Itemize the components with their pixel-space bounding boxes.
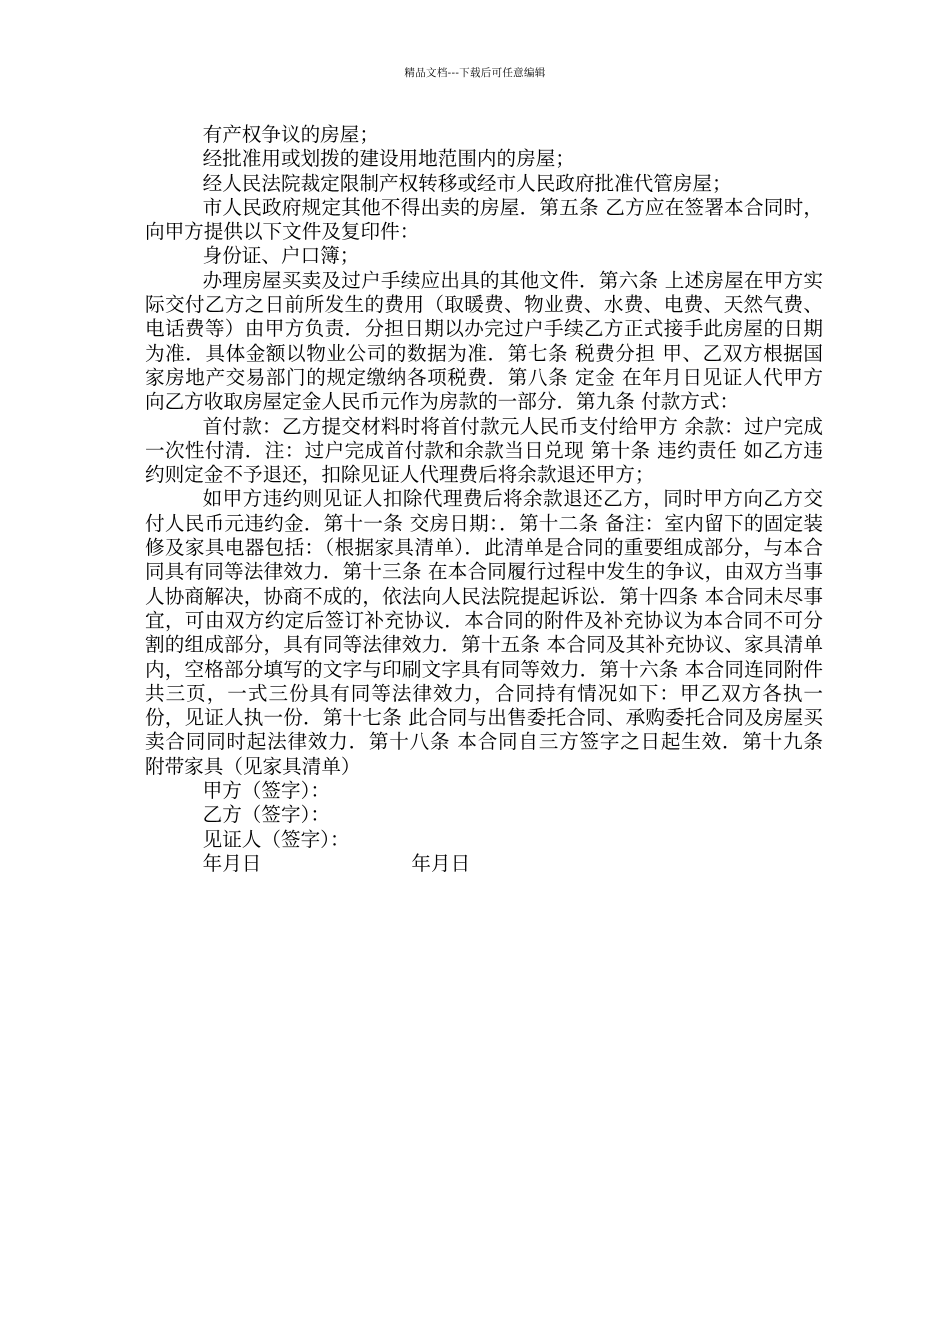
- date-left: 年月日: [202, 851, 262, 875]
- page-header: 精品文档---下载后可任意编辑: [404, 67, 546, 79]
- paragraph-articles-11-19: 如甲方违约则见证人扣除代理费后将余款退还乙方，同时甲方向乙方交付人民币元违约金．第十一条 交房日期：．第十二条 备注：室内留下的固定装修及家具电器包括：（根据家具清单）．此清单是合同的重要组成部分，与本合同具有同等法律效力．第十三条 在本合同履行过程中发生的争议，由双方当事人协商解决，协商不成的，依法向人民法院提起诉讼．第十四条 本合同未尽事宜，可由双方约定后签订补充协议．本合同的附件及补充协议为本合同不可分割的组成部分，具有同等法律效力．第十五条 本合同及其补充协议、家具清单内，空格部分填写的文字与印刷文字具有同等效力．第十六条 本合同连同附件共三页，一式三份具有同等法律效力，合同持有情况如下：甲乙双方各执一份，见证人执一份．第十七条 此合同与出售委托合同、承购委托合同及房屋买卖合同同时起法律效力．第十八条 本合同自三方签字之日起生效．第十九条 附带家具（见家具清单）: [145, 487, 823, 778]
- signature-dates: [145, 852, 823, 876]
- paragraph-article-5: 市人民政府规定其他不得出卖的房屋．第五条 乙方应在签署本合同时，向甲方提供以下文件及复印件：: [145, 195, 823, 244]
- document-body: [145, 123, 823, 876]
- paragraph-disputed-property: 有产权争议的房屋；: [202, 123, 379, 146]
- date-right: 年月日: [411, 851, 471, 875]
- paragraph-allocated-land: 经批准用或划拨的建设用地范围内的房屋；: [202, 147, 575, 171]
- signature-party-a: 甲方（签字）：: [202, 779, 330, 803]
- paragraph-court-restricted: 经人民法院裁定限制产权转移或经市人民政府批准代管房屋；: [202, 171, 732, 195]
- signature-witness: 见证人（签字）：: [202, 827, 350, 851]
- signature-party-b: 乙方（签字）：: [202, 803, 330, 827]
- paragraph-payment-article-10: 首付款：乙方提交材料时将首付款元人民币支付给甲方 余款：过户完成一次性付清．注：过户完成首付款和余款当日兑现 第十条 违约责任 如乙方违约则定金不予退还，扣除见证人代理费后将余款退还甲方；: [145, 414, 823, 487]
- paragraph-articles-6-9: 办理房屋买卖及过户手续应出具的其他文件．第六条 上述房屋在甲方实际交付乙方之日前所发生的费用（取暖费、物业费、水费、电费、天然气费、电话费等）由甲方负责．分担日期以办完过户手续乙方正式接手此房屋的日期为准．具体金额以物业公司的数据为准．第七条 税费分担 甲、乙双方根据国家房地产交易部门的规定缴纳各项税费．第八条 定金 在年月日见证人代甲方向乙方收取房屋定金人民币元作为房款的一部分．第九条 付款方式：: [145, 268, 823, 414]
- paragraph-id-documents: 身份证、户口簿；: [202, 244, 360, 268]
